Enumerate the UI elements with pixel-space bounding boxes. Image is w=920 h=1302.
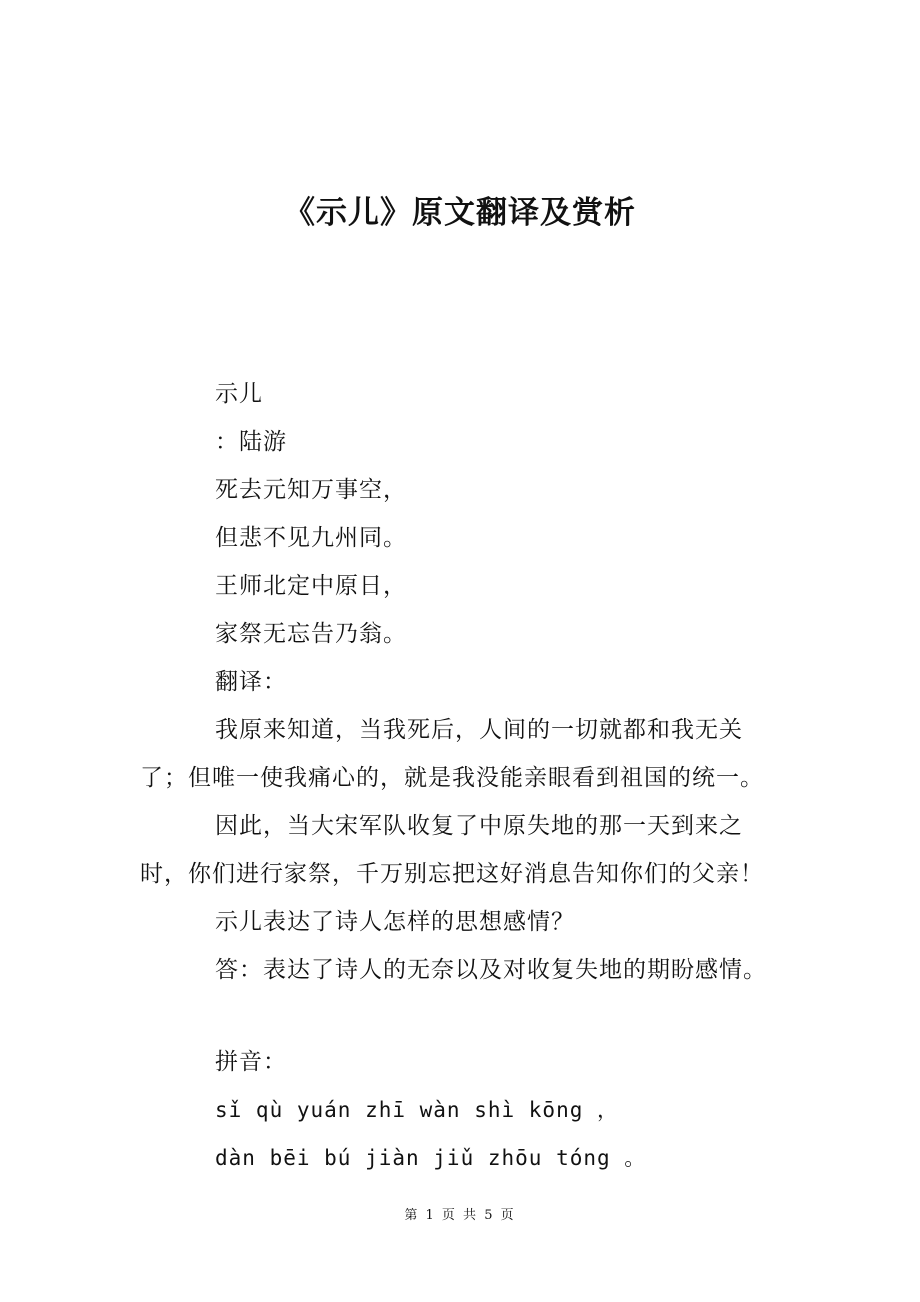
- answer-text: 答：表达了诗人的无奈以及对收复失地的期盼感情。: [215, 957, 767, 983]
- poem-title: 示儿: [215, 381, 263, 407]
- translation-label: 翻译：: [215, 669, 287, 695]
- document-title: 《示儿》原文翻译及赏析: [284, 195, 636, 231]
- question-text: 示儿表达了诗人怎样的思想感情？: [215, 909, 575, 935]
- page-number-footer: 第 1 页 共 5 页: [404, 1208, 516, 1223]
- poem-line-1: 死去元知万事空，: [215, 477, 407, 503]
- translation-paragraph-2: 因此，当大宋军队收复了中原失地的那一天到来之时，你们进行家祭，千万别忘把这好消息告知你们的父亲！: [140, 813, 764, 887]
- section-spacer: [140, 994, 780, 1038]
- document-body: [140, 370, 780, 1182]
- poem-line-3: 王师北定中原日，: [215, 573, 407, 599]
- poem-line-4: 家祭无忘告乃翁。: [215, 621, 407, 647]
- translation-paragraph-1: 我原来知道，当我死后，人间的一切就都和我无关了；但唯一使我痛心的，就是我没能亲眼看到祖国的统一。: [140, 717, 764, 791]
- pinyin-line-1: sǐ qù yuán zhī wàn shì kōng ，: [215, 1098, 620, 1122]
- poem-author: ：陆游: [215, 429, 287, 455]
- poem-line-2: 但悲不见九州同。: [215, 525, 407, 551]
- pinyin-label: 拼音：: [215, 1049, 287, 1075]
- pinyin-line-2: dàn bēi bú jiàn jiǔ zhōu tóng 。: [215, 1146, 647, 1170]
